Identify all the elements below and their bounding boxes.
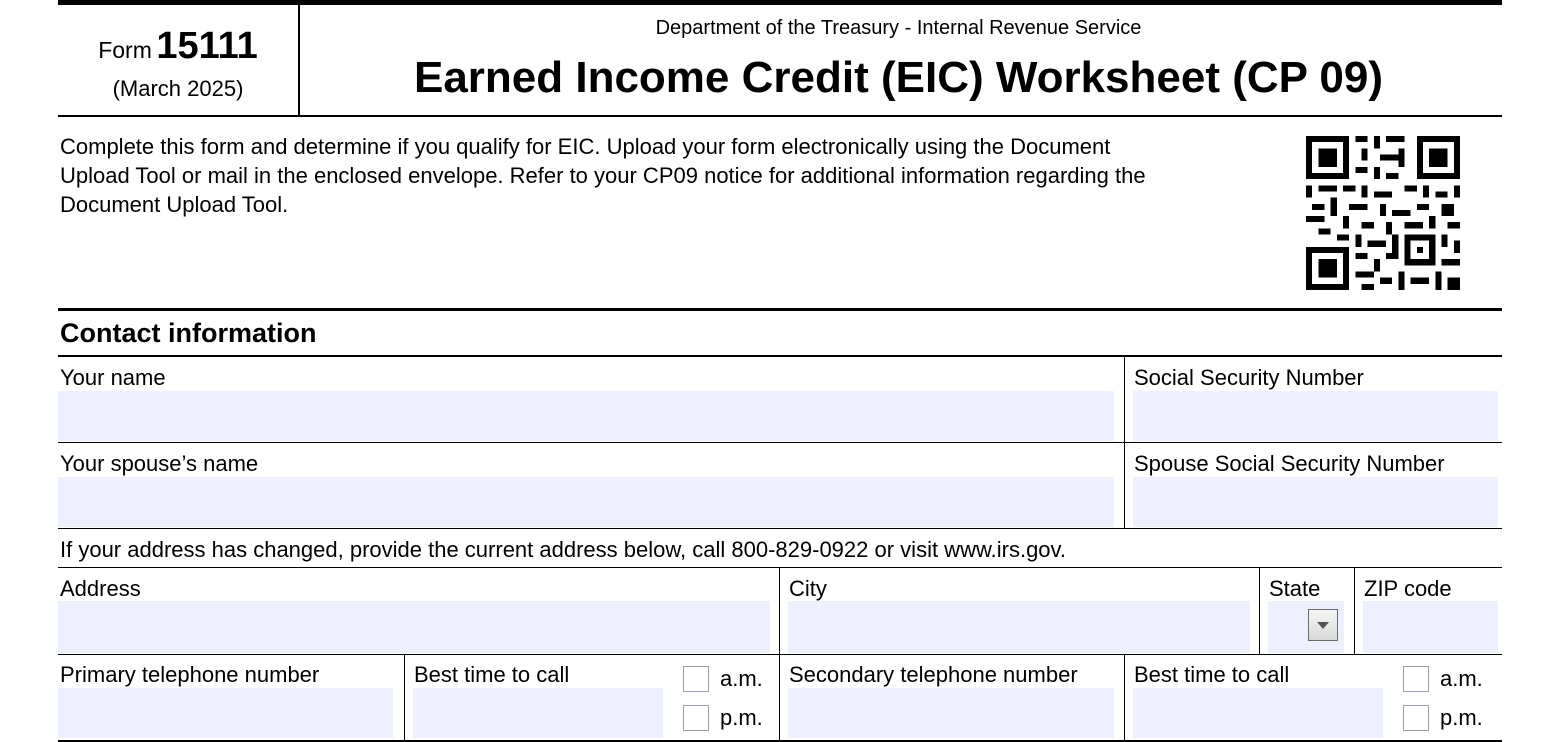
address-label: Address <box>60 576 141 601</box>
intro-line: Upload Tool or mail in the enclosed envelope. Refer to your CP09 notice for additional information regarding the <box>60 163 1146 188</box>
row3-rule <box>58 654 1502 655</box>
intro-line: Document Upload Tool. <box>60 192 289 217</box>
form-id-block <box>58 24 298 102</box>
row2-rule <box>58 528 1502 529</box>
spouse-ssn-label: Spouse Social Security Number <box>1134 451 1445 476</box>
address-note-rule <box>58 567 1502 568</box>
zip-label: ZIP code <box>1364 576 1452 601</box>
intro-paragraph <box>60 132 1280 219</box>
pm-label: p.m. <box>1440 705 1483 730</box>
am-label: a.m. <box>720 666 763 691</box>
city-label: City <box>789 576 827 601</box>
top-rule <box>58 0 1502 5</box>
phone-divider-3 <box>1124 655 1125 742</box>
secondary-phone-field[interactable] <box>788 688 1114 738</box>
spouse-name-field[interactable] <box>58 477 1114 527</box>
pm-checkbox-secondary[interactable] <box>1403 705 1429 731</box>
intro-line: Complete this form and determine if you qualify for EIC. Upload your form electronically using the Document <box>60 134 1111 159</box>
state-label: State <box>1269 576 1321 601</box>
best-time-label: Best time to call <box>1134 662 1290 687</box>
ssn-label: Social Security Number <box>1134 365 1364 390</box>
primary-phone-label: Primary telephone number <box>60 662 320 687</box>
form-number: 15111 <box>156 25 258 67</box>
primary-phone-field[interactable] <box>58 688 393 738</box>
state-zip-divider <box>1354 568 1355 654</box>
form-label: Form <box>98 37 152 63</box>
your-name-field[interactable] <box>58 391 1114 441</box>
section-heading-rule <box>58 355 1502 357</box>
section-heading: Contact information <box>60 318 317 348</box>
best-time-label: Best time to call <box>414 662 570 687</box>
spouse-name-label: Your spouse’s name <box>60 451 259 476</box>
am-checkbox-secondary[interactable] <box>1403 666 1429 692</box>
state-dropdown[interactable] <box>1268 601 1344 653</box>
section-top-rule <box>58 308 1502 311</box>
am-checkbox[interactable] <box>683 666 709 692</box>
form-date: (March 2025) <box>112 76 244 101</box>
address-city-divider <box>779 568 780 654</box>
header-bottom-rule <box>58 115 1502 117</box>
pm-checkbox[interactable] <box>683 705 709 731</box>
city-field[interactable] <box>788 601 1250 653</box>
secondary-phone-label: Secondary telephone number <box>789 662 1078 687</box>
zip-field[interactable] <box>1363 601 1498 653</box>
spouse-ssn-field[interactable] <box>1133 477 1498 527</box>
chevron-down-icon[interactable] <box>1308 609 1338 641</box>
am-label: a.m. <box>1440 666 1483 691</box>
your-name-label: Your name <box>60 365 166 390</box>
address-change-note: If your address has changed, provide the current address below, call 800-829-0922 or visit www.irs.gov. <box>60 537 1067 562</box>
phone-divider-2 <box>779 655 780 742</box>
city-state-divider <box>1259 568 1260 654</box>
row1-rule <box>58 442 1502 443</box>
agency-line: Department of the Treasury - Internal Revenue Service <box>655 17 1142 39</box>
ssn-field[interactable] <box>1133 391 1498 441</box>
address-field[interactable] <box>58 601 770 653</box>
best-time-field-secondary[interactable] <box>1133 688 1383 738</box>
pm-label: p.m. <box>720 705 763 730</box>
best-time-field[interactable] <box>413 688 663 738</box>
phone-divider-1 <box>404 655 405 742</box>
form-title: Earned Income Credit (EIC) Worksheet (CP 09) <box>413 53 1384 102</box>
qr-code-icon <box>1306 136 1460 290</box>
